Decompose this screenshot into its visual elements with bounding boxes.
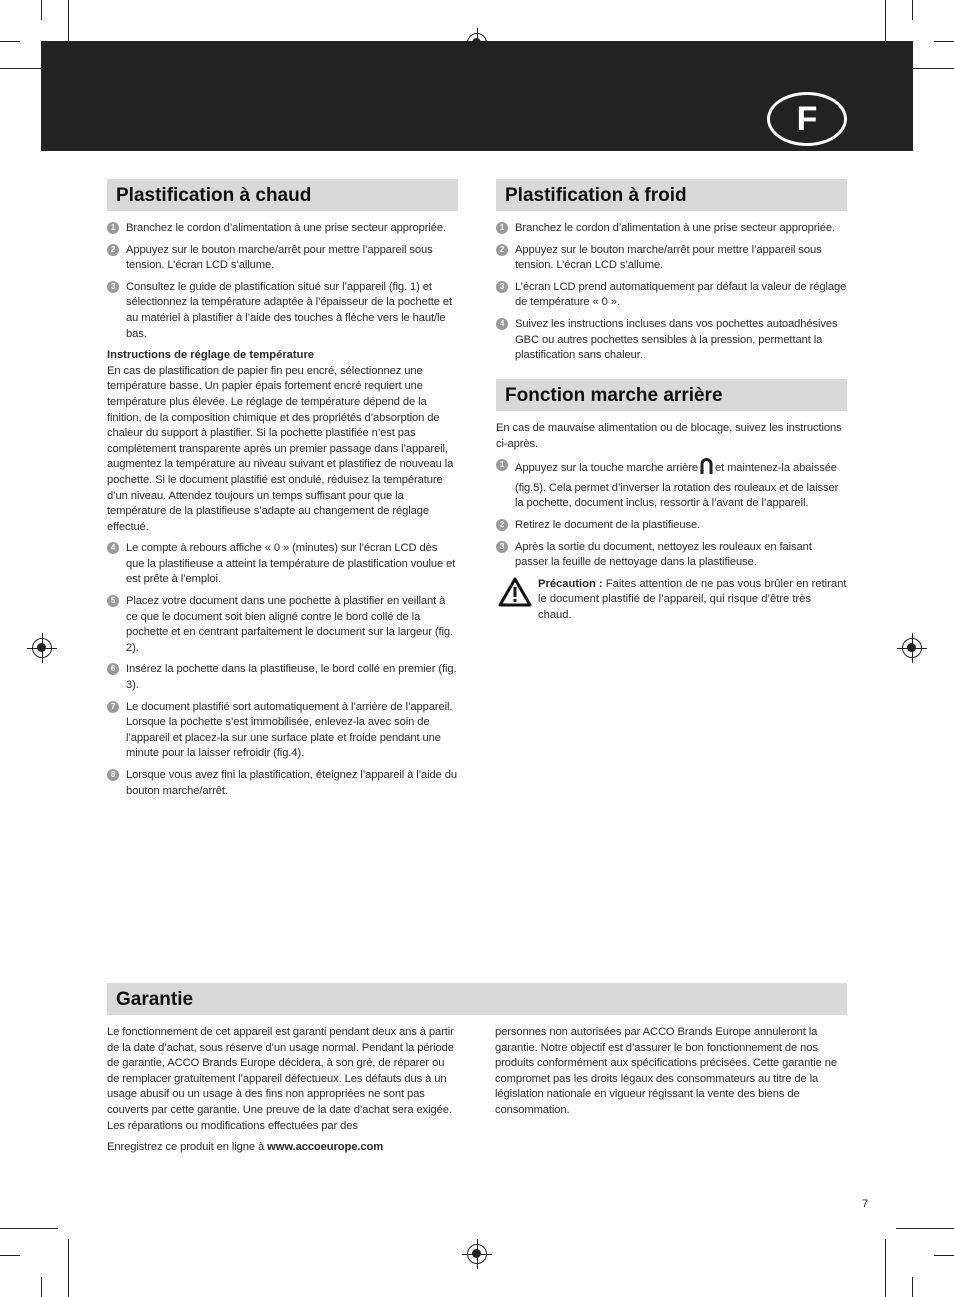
list-item [107, 541, 458, 588]
crop-mark [0, 1228, 58, 1229]
step-text: Appuyez sur la touche marche arrière [515, 462, 698, 475]
warranty-text: personnes non autorisées par ACCO Brands Europe annuleront la garantie. Notre objectif est d’assurer le bon fonctionnement de nos produits conformément aux spécifications précisées. Cette garantie ne compromet pas les droits légaux des consommateurs au titre de la législation nationale en vigueur régissant la vente des biens de consommation. [495, 1026, 837, 1116]
crop-mark [912, 0, 913, 20]
step-list [496, 221, 847, 364]
step-text: L’écran LCD prend automatiquement par défaut la valeur de réglage de température « 0 ». [515, 280, 847, 309]
step-text: et maintenez-la abaissée (fig.5). Cela permet d’inverser la rotation des rouleaux et de laisser la pochette, document inclus, ressortir à l’avant de l’appareil. [515, 462, 839, 510]
list-item [107, 768, 458, 799]
step-text: Retirez le document de la plastifieuse. [515, 518, 701, 531]
step-list [107, 221, 458, 342]
step-number: 4 [107, 542, 119, 554]
step-number: 1 [496, 459, 508, 471]
language-badge: F [767, 92, 847, 146]
list-item [107, 243, 458, 274]
step-number: 2 [107, 244, 119, 256]
step-number: 2 [496, 244, 508, 256]
step-list [107, 541, 458, 799]
register-line [107, 1140, 459, 1156]
section-reverse-function [496, 379, 847, 624]
caution-label: Précaution : [538, 577, 603, 590]
reverse-intro: En cas de mauvaise alimentation ou de blocage, suivez les instructions ci-après. [496, 422, 842, 450]
list-item [496, 280, 847, 311]
step-text: Branchez le cordon d’alimentation à une prise secteur appropriée. [515, 222, 835, 234]
step-text: Le compte à rebours affiche « 0 » (minutes) sur l’écran LCD dès que la plastifieuse a atteint la température de plastification voulue et est prête à l’emploi. [126, 542, 456, 586]
step-text: Appuyez sur le bouton marche/arrêt pour mettre l’appareil sous tension. L’écran LCD s’allume. [515, 243, 822, 272]
warranty-column-left [107, 1025, 459, 1162]
list-item [496, 540, 847, 571]
registration-mark-icon [467, 1244, 487, 1264]
section-warranty [107, 983, 847, 1162]
list-item [496, 243, 847, 274]
temperature-instructions: En cas de plastification de papier fin peu encré, sélectionnez une température basse. Un papier épais fortement encré requiert une température plus élevée. Le réglage de température dépend de la finition, de la composition chimique et des propriétés d’absorption de chaleur du support à plastifier. Si la pochette plastifiée n’est pas complètement transparente après un premier passage dans l’appareil, augmentez la température au niveau suivant et plastifiez de nouveau la pochette. Si le document plastifié est ondulé, réduisez la température d’un niveau. Attendez toujours un temps suffisant pour que la température de la plastifieuse s’adapte au changement de réglage effectué. [107, 364, 454, 533]
crop-mark [912, 1277, 913, 1297]
warranty-column-right [495, 1025, 847, 1162]
step-number: 3 [107, 281, 119, 293]
list-item [107, 700, 458, 762]
crop-mark [934, 1255, 954, 1256]
step-text: Insérez la pochette dans la plastifieuse, le bord collé en premier (fig. 3). [126, 663, 457, 692]
crop-mark [41, 0, 42, 20]
step-text: Lorsque vous avez fini la plastification, éteignez l’appareil à l’aide du bouton marche/arrêt. [126, 769, 458, 797]
list-item [496, 221, 847, 237]
step-text: Le document plastifié sort automatiquement à l’arrière de l’appareil. Lorsque la pochette s’est immobilisée, enlevez-la avec soin de l’appareil et placez-la sur une surface plate et froide pendant une minute pour la laisser refroidir (fig.4). [126, 700, 453, 760]
temperature-heading: Instructions de réglage de température [107, 349, 315, 362]
crop-mark [0, 41, 20, 42]
section-title: Plastification à froid [496, 179, 847, 211]
step-text: Appuyez sur le bouton marche/arrêt pour mettre l’appareil sous tension. L’écran LCD s’allume. [126, 243, 433, 272]
caution-text: Faites attention de ne pas vous brûler en retirant le document plastifié de l’appareil, qui risque d’être très chaud. [538, 577, 847, 621]
list-item [107, 662, 458, 693]
warning-icon [498, 577, 532, 613]
section-cold-lamination [496, 179, 847, 370]
list-item [496, 458, 847, 512]
crop-mark [896, 1228, 954, 1229]
step-text: Branchez le cordon d’alimentation à une prise secteur appropriée. [126, 222, 446, 234]
step-number: 8 [107, 769, 119, 781]
step-number: 3 [496, 281, 508, 293]
step-number: 3 [496, 541, 508, 553]
reverse-button-icon [700, 458, 713, 481]
section-title: Plastification à chaud [107, 179, 458, 211]
step-text: Suivez les instructions incluses dans vos pochettes autoadhésives GBC ou autres pochettes sensibles à la pression, permettant la plastification sans chaleur. [515, 317, 838, 362]
section-title: Garantie [107, 983, 847, 1015]
section-hot-lamination [107, 179, 458, 805]
page-number: 7 [862, 1198, 869, 1210]
step-text: Consultez le guide de plastification situé sur l’appareil (fig. 1) et sélectionnez la température adaptée à l’épaisseur de la pochette et au matériel à plastifier à l’aide des touches à flèche vers le haut/le bas. [126, 280, 453, 340]
list-item [107, 221, 458, 237]
step-text: Après la sortie du document, nettoyez les rouleaux en faisant passer la feuille de nettoyage dans la plastifieuse. [515, 540, 812, 569]
crop-mark [885, 1239, 886, 1297]
registration-mark-icon [32, 638, 52, 658]
step-number: 7 [107, 701, 119, 713]
crop-mark [0, 1255, 20, 1256]
crop-mark [934, 41, 954, 42]
step-list [496, 458, 847, 571]
warranty-columns [107, 1025, 847, 1162]
step-number: 4 [496, 318, 508, 330]
list-item [107, 280, 458, 342]
section-title: Fonction marche arrière [496, 379, 847, 411]
step-number: 5 [107, 595, 119, 607]
step-number: 1 [107, 222, 119, 234]
crop-mark [41, 1277, 42, 1297]
caution-note [496, 577, 847, 624]
crop-mark [68, 1239, 69, 1297]
warranty-text: Le fonctionnement de cet appareil est garanti pendant deux ans à partir de la date d’achat, sous réserve d’un usage normal. Pendant la période de garantie, ACCO Brands Europe décidera, à son gré, de réparer ou de remplacer gratuitement l’appareil défectueux. Les défauts dus à un usage abusif ou un usage à des fins non appropriées ne sont pas couverts par cette garantie. Une preuve de la date d’achat sera exigée. Les réparations ou modifications effectuées par des [107, 1026, 454, 1132]
list-item [496, 317, 847, 364]
list-item [107, 594, 458, 656]
list-item [496, 518, 847, 534]
register-text: Enregistrez ce produit en ligne à [107, 1141, 265, 1154]
register-link[interactable]: www.accoeurope.com [267, 1141, 384, 1154]
step-text: Placez votre document dans une pochette à plastifier en veillant à ce que le document soit bien aligné contre le bord collé de la pochette et en centrant parfaitement le document sur la largeur (fig. 2). [126, 595, 454, 654]
registration-mark-icon [902, 638, 922, 658]
step-number: 2 [496, 519, 508, 531]
step-number: 6 [107, 663, 119, 675]
step-number: 1 [496, 222, 508, 234]
